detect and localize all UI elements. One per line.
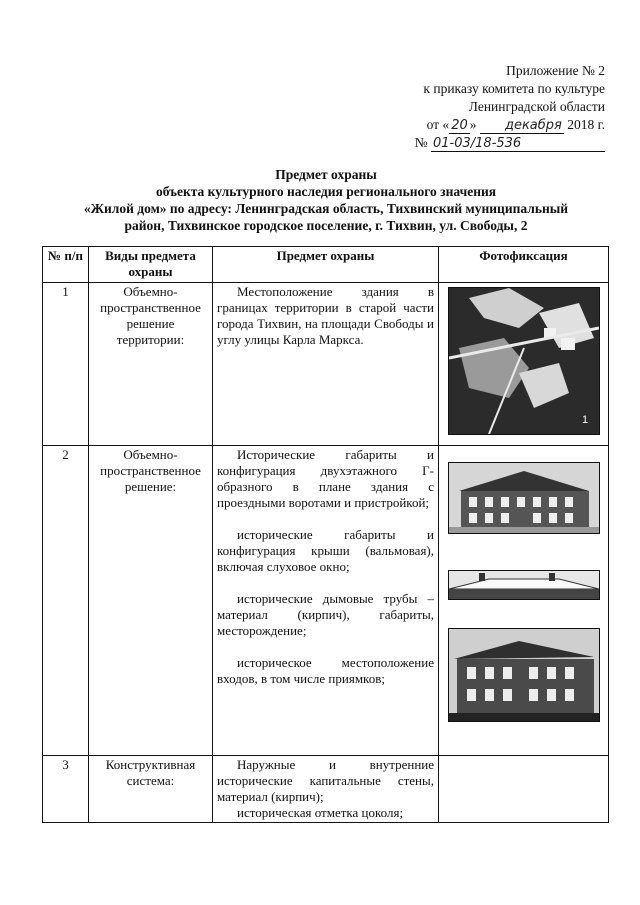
- header-photo: Фотофиксация: [439, 247, 609, 283]
- annex-line-3: Ленинградской области: [468, 99, 605, 114]
- header-type: Виды предмета охраны: [89, 247, 213, 283]
- annex-number-line: [415, 134, 605, 152]
- row-subject: [213, 283, 439, 446]
- annex-header: [415, 62, 605, 152]
- annex-date-line: [415, 116, 605, 134]
- row-type: Объемно-пространственное решение территории:: [89, 283, 213, 446]
- date-month-handwritten: декабря: [480, 119, 564, 134]
- date-day-handwritten: 20: [451, 118, 468, 133]
- document-title: [40, 166, 612, 234]
- header-num: № п/п: [43, 247, 89, 283]
- subject-paragraph: исторические габариты и конфигурация крыши (вальмовая), включая слуховое окно;: [217, 527, 434, 574]
- date-mid: »: [469, 117, 477, 132]
- title-line-1: Предмет охраны: [275, 167, 377, 182]
- title-line-2: объекта культурного наследия регионального значения: [155, 184, 497, 199]
- aerial-map-photo: [448, 287, 600, 435]
- row-num: 2: [43, 446, 89, 756]
- date-year: 2018 г.: [567, 117, 605, 132]
- row-type: Конструктивная система:: [89, 756, 213, 823]
- subject-paragraph: историческое местоположение входов, в том числе приямков;: [217, 655, 434, 686]
- row-photo-cell: [439, 283, 609, 446]
- subject-paragraph: Местоположение здания в границах территории в старой части города Тихвин, на площади Свободы и углу улицы Карла Маркса.: [217, 284, 434, 347]
- table-row: [43, 283, 609, 446]
- annex-line-1: Приложение № 2: [506, 63, 605, 78]
- subject-paragraph: исторические дымовые трубы – материал (кирпич), габариты, месторождение;: [217, 591, 434, 638]
- protection-subject-table: [42, 246, 609, 823]
- table-row: [43, 446, 609, 756]
- date-prefix: от «: [426, 117, 450, 132]
- photo-label: 1: [581, 414, 588, 426]
- subject-paragraph: Наружные и внутренние исторические капитальные стены, материал (кирпич);: [217, 757, 434, 804]
- table-row: [43, 756, 609, 823]
- annex-line-2: к приказу комитета по культуре: [423, 81, 605, 96]
- row-num: 1: [43, 283, 89, 446]
- row-type: Объемно-пространственное решение:: [89, 446, 213, 756]
- subject-paragraph: историческая отметка цоколя;: [237, 805, 404, 820]
- row-photo-cell: [439, 756, 609, 823]
- subject-paragraph: Исторические габариты и конфигурация двухэтажного Г-образного в плане здания с проездными воротами и пристройкой;: [217, 447, 434, 510]
- row-subject: [213, 446, 439, 756]
- title-line-3: «Жилой дом» по адресу: Ленинградская область, Тихвинский муниципальный: [83, 201, 569, 216]
- roof-photo: [448, 570, 600, 600]
- building-corner-photo: [448, 628, 600, 722]
- row-photo-cell: [439, 446, 609, 756]
- table-header-row: [43, 247, 609, 283]
- row-subject: [213, 756, 439, 823]
- number-prefix: №: [414, 135, 428, 150]
- title-line-4: район, Тихвинское городское поселение, г. Тихвин, ул. Свободы, 2: [124, 218, 528, 233]
- row-num: 3: [43, 756, 89, 823]
- building-facade-photo: [448, 462, 600, 534]
- order-number-handwritten: 01-03/18-536: [431, 137, 605, 152]
- header-subject: Предмет охраны: [213, 247, 439, 283]
